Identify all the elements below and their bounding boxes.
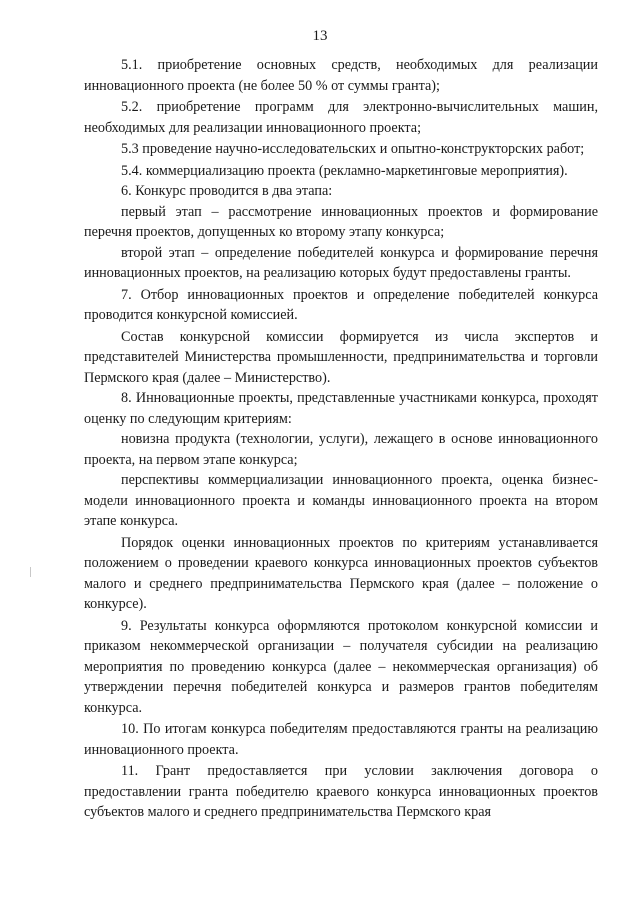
paragraph-9: 9. Результаты конкурса оформляются протоколом конкурсной комиссии и приказом некоммерческой организации – получателя субсидии на реализацию мероприятия по проведению конкурса (далее – некоммерческая организация) об утверждении перечня победителей конкурса и размеров грантов победителям конкурса. [84,617,598,716]
paragraph-10: 10. По итогам конкурса победителям предоставляются гранты на реализацию инновационного проекта. [84,721,598,758]
paragraph-stage-one: первый этап – рассмотрение инновационных проектов и формирование перечня проектов, допущенных ко второму этапу конкурса; [84,203,598,240]
paragraph-commission: Состав конкурсной комиссии формируется из числа экспертов и представителей Министерства промышленности, предпринимательства и торговли Пермского края (далее – Министерство). [84,328,598,386]
paragraph-evaluation-order: Порядок оценки инновационных проектов по критериям устанавливается положением о проведении краевого конкурса инновационных проектов субъектов малого и среднего предпринимательства Пермского края (далее – положение о конкурсе). [84,534,598,612]
paragraph-5-4: 5.4. коммерциализацию проекта (рекламно-маркетинговые мероприятия). [121,162,568,179]
paragraph-stage-two: второй этап – определение победителей конкурса и формирование перечня инновационных проектов, на реализацию которых будут предоставлены гранты. [84,244,598,281]
paragraph-5-1: 5.1. приобретение основных средств, необходимых для реализации инновационного проекта (не более 50 % от суммы гранта); [84,57,598,94]
paragraph-8: 8. Инновационные проекты, представленные участниками конкурса, проходят оценку по следующим критериям: [84,390,598,427]
paragraph-5-3: 5.3 проведение научно-исследовательских и опытно-конструкторских работ; [121,141,585,157]
paragraph-6: 6. Конкурс проводится в два этапа: [121,183,333,199]
paragraph-criterion-commercialization: перспективы коммерциализации инновационного проекта, оценка бизнес-модели инновационного проекта и команды инновационного проекта на втором этапе конкурса. [84,472,598,529]
paragraph-7: 7. Отбор инновационных проектов и определение победителей конкурса проводится конкурсной комиссией. [84,286,598,323]
paragraph-criterion-novelty: новизна продукта (технологии, услуги), лежащего в основе инновационного проекта, на первом этапе конкурса; [84,431,598,468]
paragraph-5-2: 5.2. приобретение программ для электронно-вычислительных машин, необходимых для реализации инновационного проекта; [84,99,598,136]
paragraph-11: 11. Грант предоставляется при условии заключения договора о предоставлении гранта победителю краевого конкурса инновационных проектов субъектов малого и среднего предпринимательства Пермского края [84,763,598,820]
document-body [84,55,598,823]
scan-margin-mark [30,567,31,577]
page-number: 13 [312,28,328,44]
